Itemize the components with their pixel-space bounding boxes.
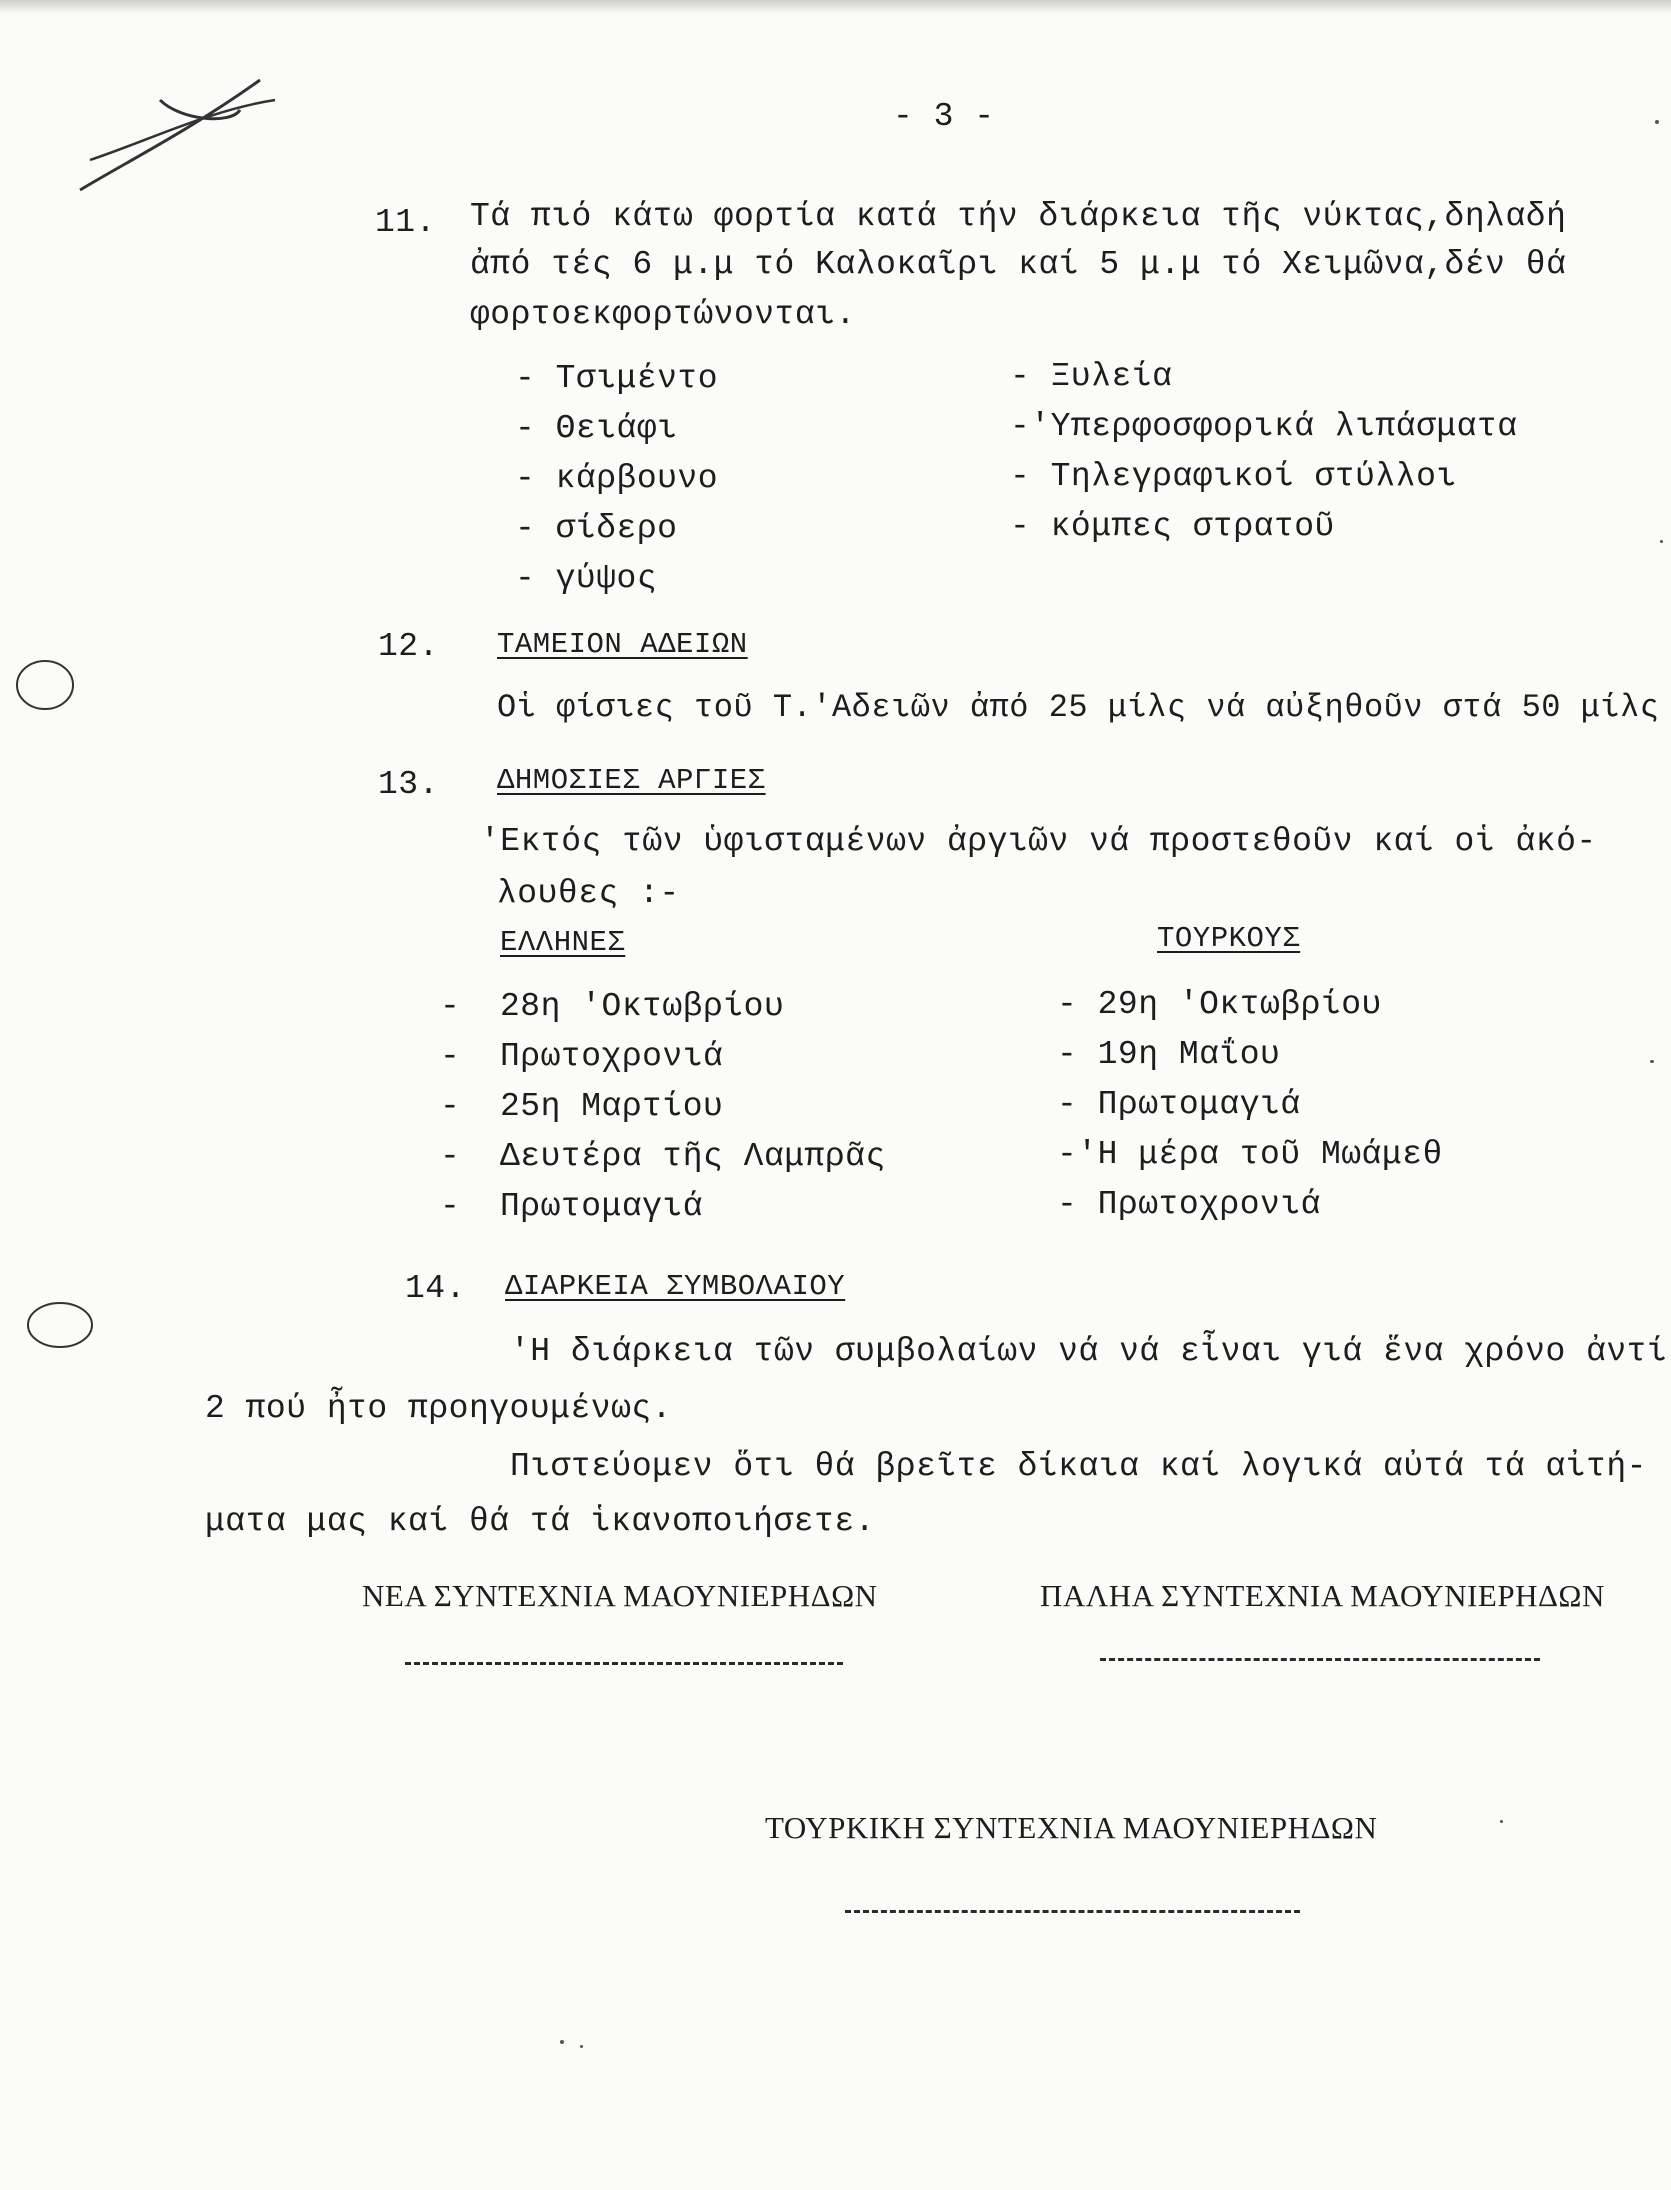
- greek-holidays-heading: ΕΛΛΗΝΕΣ: [500, 926, 626, 959]
- item-12-text: Οἱ φίσιες τοῦ Τ.'Αδειῶν ἀπό 25 μίλς νά αὐξηθοῦν στά 50 μίλς: [497, 689, 1660, 726]
- item-11-number: 11.: [375, 204, 436, 241]
- cargo-item: - Θειάφι: [515, 410, 678, 447]
- turkish-holiday: - Πρωτομαγιά: [1057, 1086, 1301, 1123]
- list-dash: -: [440, 1138, 461, 1175]
- cargo-item: - γύψος: [515, 560, 658, 597]
- closing-text: ματα μας καί θά τά ἱκανοποιήσετε.: [205, 1503, 876, 1540]
- list-dash: -: [440, 988, 461, 1025]
- scan-speck: [1660, 540, 1663, 543]
- signature-label-turkish-guild: ΤΟΥΡΚΙΚΗ ΣΥΝΤΕΧΝΙΑ ΜΑΟΥΝΙΕΡΗΔΩΝ: [765, 1810, 1378, 1845]
- cargo-item: -'Υπερφοσφορικά λιπάσματα: [1010, 408, 1518, 445]
- turkish-holiday: - Πρωτοχρονιά: [1057, 1186, 1321, 1223]
- scan-edge: [0, 0, 1671, 14]
- item-12-number: 12.: [378, 628, 439, 665]
- item-13-heading: ΔΗΜΟΣΙΕΣ ΑΡΓΙΕΣ: [497, 764, 766, 797]
- handwritten-mark: [60, 40, 290, 210]
- list-dash: -: [440, 1038, 461, 1075]
- item-13-number: 13.: [378, 766, 439, 803]
- item-14-text: 2 πού ἦτο προηγουμένως.: [205, 1390, 672, 1427]
- item-14-heading: ΔΙΑΡΚΕΙΑ ΣΥΜΒΟΛΑΙΟΥ: [505, 1270, 846, 1303]
- cargo-item: - Ξυλεία: [1010, 358, 1173, 395]
- scan-speck: [560, 2040, 564, 2044]
- punch-hole-mark: [5, 650, 95, 720]
- turkish-holiday: - 29η 'Οκτωβρίου: [1057, 986, 1382, 1023]
- item-13-line: λουθες :-: [497, 875, 680, 912]
- item-11-line: Τά πιό κάτω φορτία κατά τήν διάρκεια τῆς νύκτας,δηλαδή: [470, 198, 1567, 235]
- scan-speck: [1650, 1060, 1654, 1063]
- item-14-number: 14.: [405, 1270, 466, 1307]
- cargo-item: - Τηλεγραφικοί στύλλοι: [1010, 458, 1457, 495]
- list-dash: -: [440, 1188, 461, 1225]
- item-14-text: 'Η διάρκεια τῶν συμβολαίων νά νά εἶναι γιά ἕνα χρόνο ἀντί: [510, 1333, 1668, 1370]
- signature-line: [405, 1662, 843, 1665]
- scan-speck: [580, 2045, 583, 2048]
- scan-speck: [1500, 1820, 1503, 1823]
- page-number: - 3 -: [893, 98, 995, 135]
- greek-holiday: Πρωτομαγιά: [500, 1188, 704, 1225]
- turkish-holiday: - 19η Μαΐου: [1057, 1036, 1281, 1073]
- cargo-item: - Τσιμέντο: [515, 360, 719, 397]
- greek-holiday: Πρωτοχρονιά: [500, 1038, 724, 1075]
- signature-label-old-guild: ΠΑΛΗΑ ΣΥΝΤΕΧΝΙΑ ΜΑΟΥΝΙΕΡΗΔΩΝ: [1040, 1578, 1605, 1613]
- item-12-heading: ΤΑΜΕΙΟΝ ΑΔΕΙΩΝ: [497, 628, 748, 661]
- greek-holiday: 28η 'Οκτωβρίου: [500, 988, 785, 1025]
- greek-holiday: 25η Μαρτίου: [500, 1088, 724, 1125]
- greek-holiday: Δευτέρα τῆς Λαμπρᾶς: [500, 1138, 886, 1175]
- punch-hole-mark: [10, 1290, 110, 1360]
- cargo-item: - κόμπες στρατοῦ: [1010, 508, 1335, 545]
- item-11-line: φορτοεκφορτώνονται.: [470, 296, 856, 333]
- signature-label-new-guild: ΝΕΑ ΣΥΝΤΕΧΝΙΑ ΜΑΟΥΝΙΕΡΗΔΩΝ: [362, 1578, 878, 1613]
- cargo-item: - σίδερο: [515, 510, 678, 547]
- cargo-item: - κάρβουνο: [515, 460, 719, 497]
- turkish-holiday: -'Η μέρα τοῦ Μωάμεθ: [1057, 1136, 1443, 1173]
- signature-line: [845, 1910, 1300, 1913]
- turkish-holidays-heading: ΤΟΥΡΚΟΥΣ: [1157, 922, 1301, 955]
- closing-text: Πιστεύομεν ὅτι θά βρεῖτε δίκαια καί λογικά αὐτά τά αἰτή-: [510, 1448, 1647, 1485]
- item-11-line: ἀπό τές 6 μ.μ τό Καλοκαῖρι καί 5 μ.μ τό Χειμῶνα,δέν θά: [470, 246, 1567, 283]
- item-13-line: 'Εκτός τῶν ὑφισταμένων ἀργιῶν νά προστεθοῦν καί οἱ ἀκό-: [480, 823, 1597, 860]
- scan-speck: [1655, 120, 1659, 124]
- signature-line: [1100, 1658, 1540, 1661]
- list-dash: -: [440, 1088, 461, 1125]
